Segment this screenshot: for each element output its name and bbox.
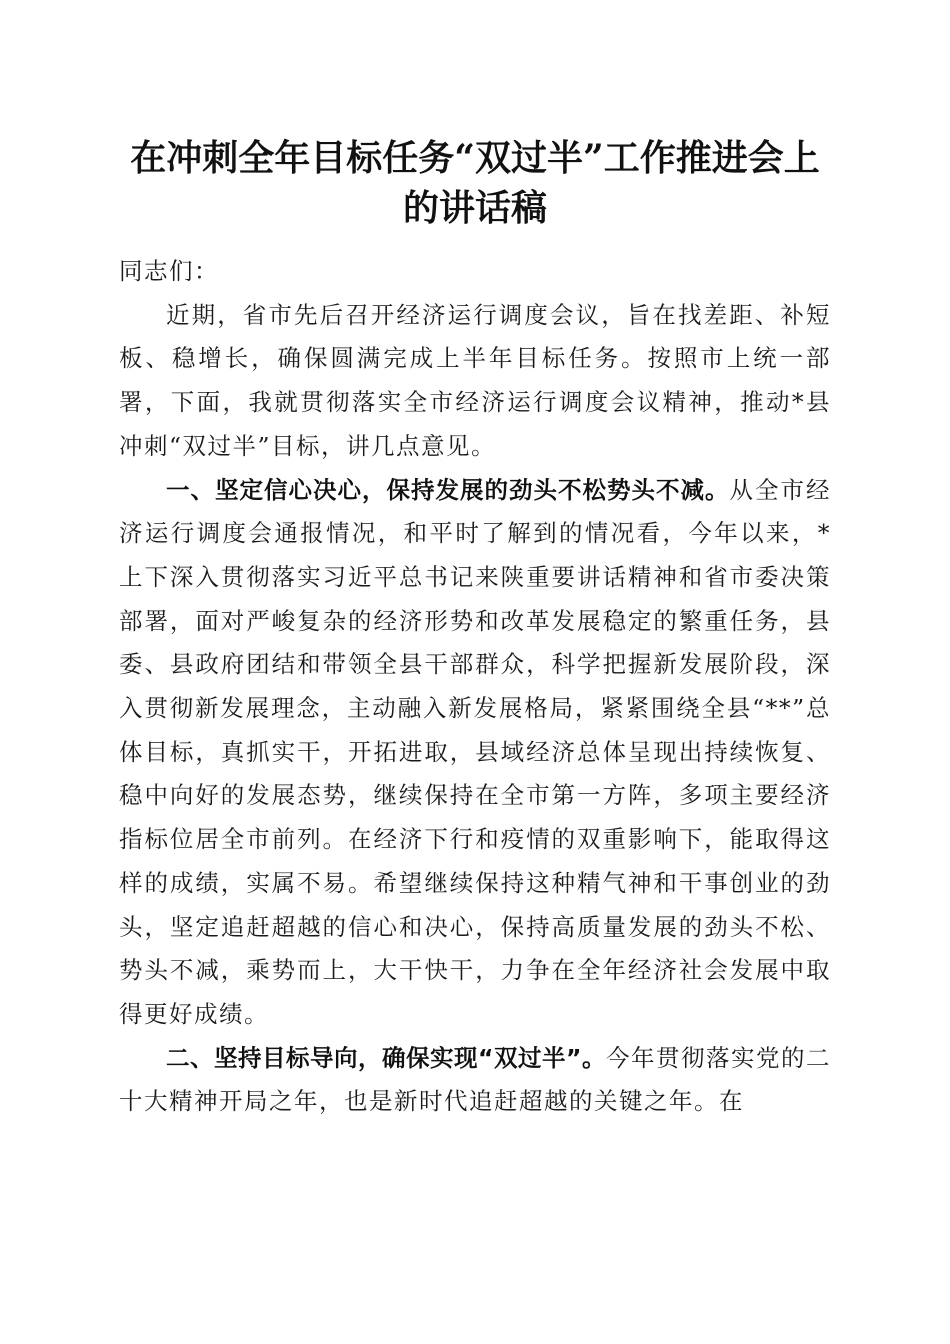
section-2-heading: 二、坚持目标导向，确保实现“双过半”。	[166, 1043, 606, 1072]
salutation: 同志们：	[119, 257, 219, 285]
intro-paragraph: 近期，省市先后召开经济运行调度会议，旨在找差距、补短板、稳增长，确保圆满完成上半年目标任务。按照市上统一部署，下面，我就贯彻落实全市经济运行调度会议精神，推动*县冲刺“双过半”目标，讲几点意见。	[119, 300, 831, 460]
section-1-paragraph	[119, 469, 831, 1037]
title-line-1: 在冲刺全年目标任务“双过半”工作推进会上	[130, 137, 820, 179]
section-2-paragraph	[119, 1037, 831, 1124]
section-1-text: 从全市经济运行调度会通报情况，和平时了解到的情况看，今年以来，*上下深入贯彻落实习近平总书记来陕重要讲话精神和省市委决策部署，面对严峻复杂的经济形势和改革发展稳定的繁重任务，县委、县政府团结和带领全县干部群众，科学把握新发展阶段，深入贯彻新发展理念，主动融入新发展格局，紧紧围绕全县“**”总体目标，真抓实干，开拓进取，县域经济总体呈现出持续恢复、稳中向好的发展态势，继续保持在全市第一方阵，多项主要经济指标位居全市前列。在经济下行和疫情的双重影响下，能取得这样的成绩，实属不易。希望继续保持这种精气神和干事创业的劲头，坚定追赶超越的信心和决心，保持高质量发展的劲头不松、势头不减，乘势而上，大干快干，力争在全年经济社会发展中取得更好成绩。	[119, 475, 831, 1028]
section-2-text: 今年贯彻落实党的二十大精神开局之年，也是新时代追赶超越的关键之年。在	[119, 1043, 832, 1116]
title-line-2: 的讲话稿	[402, 187, 547, 229]
document-body	[119, 250, 831, 1124]
section-1-heading: 一、坚定信心决心，保持发展的劲头不松势头不减。	[166, 475, 730, 504]
document-title	[100, 133, 850, 233]
